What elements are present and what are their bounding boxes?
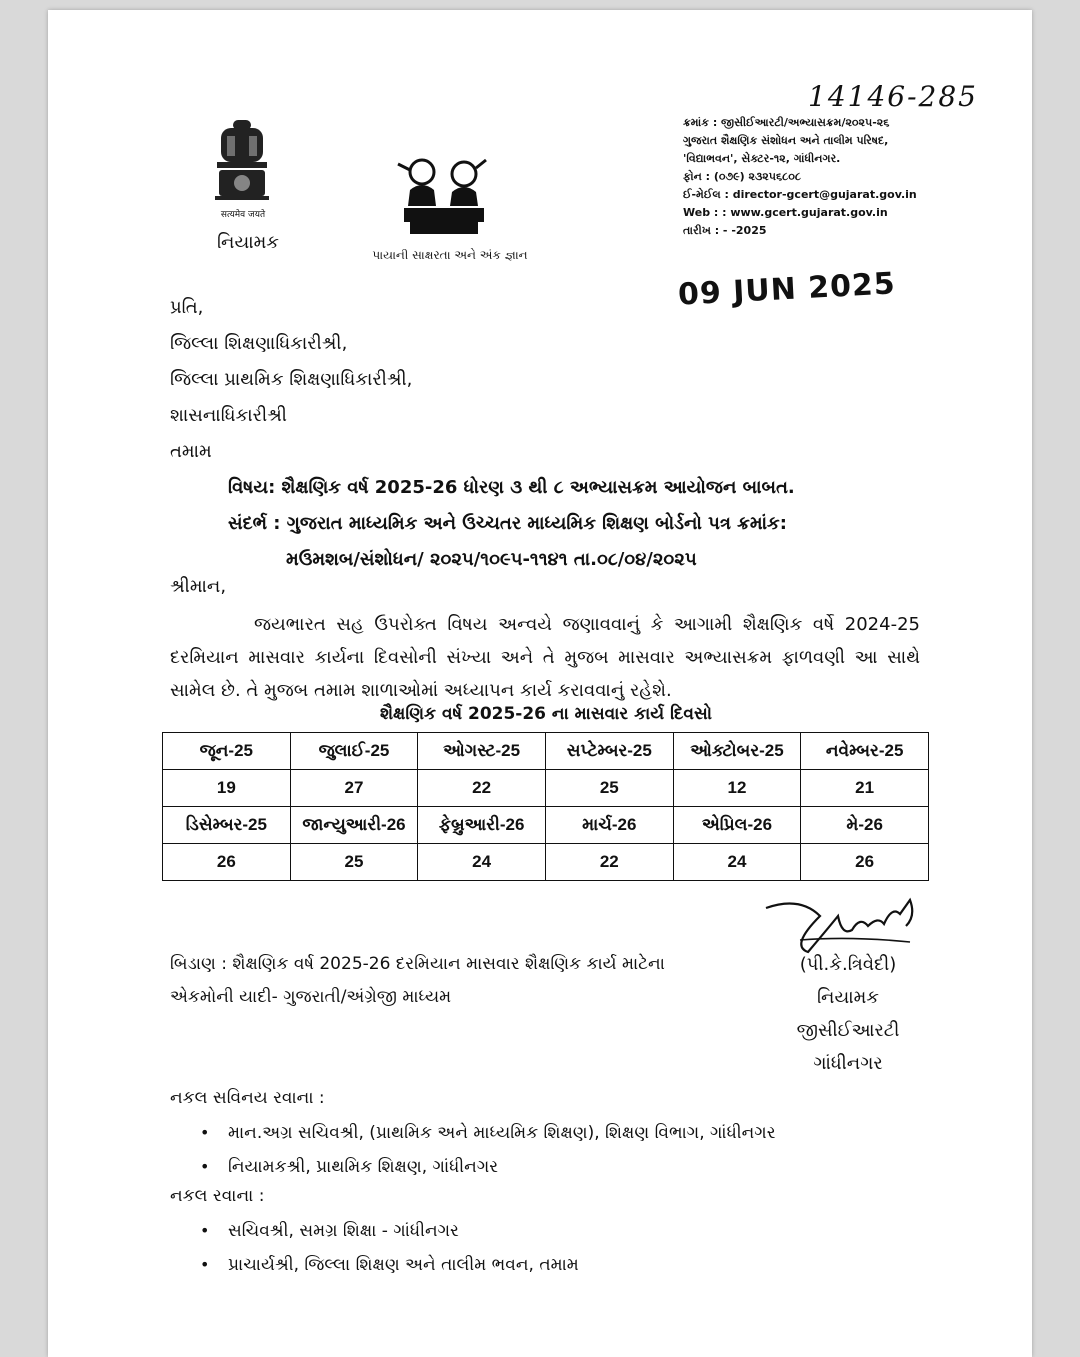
- addressee-block: [170, 290, 412, 470]
- salutation: શ્રીમાન,: [170, 576, 227, 597]
- days-cell: 26: [163, 844, 291, 881]
- days-cell: 22: [545, 844, 673, 881]
- date-stamp: 09 JUN 2025: [677, 266, 897, 313]
- contact-line: Web : : www.gcert.gujarat.gov.in: [683, 206, 888, 219]
- days-cell: 27: [290, 770, 418, 807]
- month-cell: ફેબ્રુઆરી-26: [418, 807, 546, 844]
- month-cell: જૂન-25: [163, 733, 291, 770]
- attachment-line: બિડાણ : શૈક્ષણિક વર્ષ 2025-26 દરમિયાન માસવાર શૈક્ષણિક કાર્ય માટેના: [170, 954, 665, 974]
- emblem-caption: सत्यमेव जयते: [220, 210, 266, 220]
- handwritten-inward-number: 14146-285: [808, 80, 978, 113]
- body-paragraph: [170, 608, 920, 707]
- copy-list-respectful: [200, 1116, 776, 1184]
- month-cell: એપ્રિલ-26: [673, 807, 801, 844]
- days-cell: 24: [673, 844, 801, 881]
- copy-heading-respectful: નકલ સવિનય રવાના :: [170, 1088, 325, 1108]
- table-row: [163, 733, 929, 770]
- list-item: • નિયામકશ્રી, પ્રાથમિક શિક્ષણ, ગાંધીનગર: [200, 1150, 776, 1184]
- signature-block: [748, 948, 948, 1080]
- subject-line: વિષય: શૈક્ષણિક વર્ષ 2025-26 ધોરણ ૩ થી ૮ અભ્યાસક્રમ આયોજન બાબત.: [228, 477, 795, 498]
- reference-line: સંદર્ભ : ગુજરાત માધ્યમિક અને ઉચ્ચતર માધ્યમિક શિક્ષણ બોર્ડનો પત્ર ક્રમાંક:: [228, 513, 787, 534]
- days-cell: 25: [545, 770, 673, 807]
- contact-line: ગુજરાત શૈક્ષણિક સંશોધન અને તાલીમ પરિષદ,: [683, 134, 889, 147]
- list-item: • માન.અગ્ર સચિવશ્રી, (પ્રાથમિક અને માધ્યમિક શિક્ષણ), શિક્ષણ વિભાગ, ગાંધીનગર: [200, 1116, 776, 1150]
- national-emblem-icon: [211, 118, 273, 214]
- address-line: જિલ્લા પ્રાથમિક શિક્ષણાધિકારીશ્રી,: [170, 369, 413, 390]
- office-title: નિયામક: [216, 232, 280, 253]
- copy-heading: નકલ રવાના :: [170, 1186, 265, 1206]
- subject-block: [228, 470, 795, 578]
- month-cell: માર્ચ-26: [545, 807, 673, 844]
- address-line: પ્રતિ,: [170, 297, 204, 318]
- days-cell: 19: [163, 770, 291, 807]
- days-cell: 25: [290, 844, 418, 881]
- days-cell: 22: [418, 770, 546, 807]
- days-cell: 24: [418, 844, 546, 881]
- month-cell: ડિસેમ્બર-25: [163, 807, 291, 844]
- address-line: શાસનાધિકારીશ્રી: [170, 405, 287, 426]
- days-cell: 26: [801, 844, 929, 881]
- contact-line: તારીખ : - -2025: [683, 224, 767, 237]
- list-item: • પ્રાચાર્યશ્રી, જિલ્લા શિક્ષણ અને તાલીમ ભવન, તમામ: [200, 1248, 579, 1282]
- month-cell: ઓગસ્ટ-25: [418, 733, 546, 770]
- address-line: તમામ: [170, 441, 212, 462]
- letter-page: [48, 10, 1032, 1357]
- signatory-name: (પી.કે.ત્રિવેદી): [799, 954, 897, 975]
- signatory-city: ગાંધીનગર: [813, 1053, 883, 1074]
- copy-list: [200, 1214, 579, 1282]
- attachment-line: એકમોની યાદી- ગુજરાતી/અંગ્રેજી માધ્યમ: [170, 987, 452, 1007]
- contact-line: ફોન : (૦૭૯) ૨૩૨૫૬૮૦૮: [683, 170, 801, 183]
- contact-block: [683, 114, 983, 240]
- list-item: • સચિવશ્રી, સમગ્ર શિક્ષા - ગાંધીનગર: [200, 1214, 579, 1248]
- table-row: [163, 770, 929, 807]
- attachment-note: [170, 948, 730, 1014]
- working-days-table: [162, 732, 929, 881]
- table-title: શૈક્ષણિક વર્ષ 2025-26 ના માસવાર કાર્ય દિવસો: [379, 704, 713, 724]
- signatory-office: જીસીઈઆરટી: [796, 1020, 900, 1041]
- days-cell: 12: [673, 770, 801, 807]
- program-tagline: પાયાની સાક્ષરતા અને અંક જ્ઞાન: [372, 248, 528, 262]
- contact-line: 'વિદ્યાભવન', સેક્ટર-૧૨, ગાંધીનગર.: [683, 152, 841, 165]
- month-cell: જાન્યુઆરી-26: [290, 807, 418, 844]
- body-text: જયભારત સહ ઉપરોક્ત વિષય અન્વયે જણાવવાનું કે આગામી શૈક્ષણિક વર્ષે 2024-25 દરમિયાન માસવાર કાર્યના દિવસોની સંખ્યા અને તે મુજબ માસવાર અભ્યાસક્રમ ફાળવણી આ સાથે સામેલ છે. તે મુજબ તમામ શાળાઓમાં અધ્યાપન કાર્ય કરાવવાનું રહેશે.: [170, 614, 920, 701]
- address-line: જિલ્લા શિક્ષણાધિકારીશ્રી,: [170, 333, 348, 354]
- reference-number: મઉમશબ/સંશોધન/ ૨૦૨૫/૧૦૯૫-૧૧૪૧ તા.૦૮/૦૪/૨૦૨૫: [286, 549, 697, 570]
- month-cell: જુલાઈ-25: [290, 733, 418, 770]
- table-row: [163, 844, 929, 881]
- nipun-bharat-logo-icon: [390, 150, 498, 238]
- month-cell: મે-26: [801, 807, 929, 844]
- month-cell: નવેમ્બર-25: [801, 733, 929, 770]
- month-cell: ઓક્ટોબર-25: [673, 733, 801, 770]
- days-cell: 21: [801, 770, 929, 807]
- contact-line: ઈ-મેઈલ : director-gcert@gujarat.gov.in: [683, 188, 917, 201]
- signatory-designation: નિયામક: [816, 987, 880, 1008]
- table-row: [163, 807, 929, 844]
- contact-line: ક્રમાંક : જીસીઈઆરટી/અભ્યાસક્રમ/૨૦૨૫-૨૬: [683, 116, 890, 129]
- month-cell: સપ્ટેમ્બર-25: [545, 733, 673, 770]
